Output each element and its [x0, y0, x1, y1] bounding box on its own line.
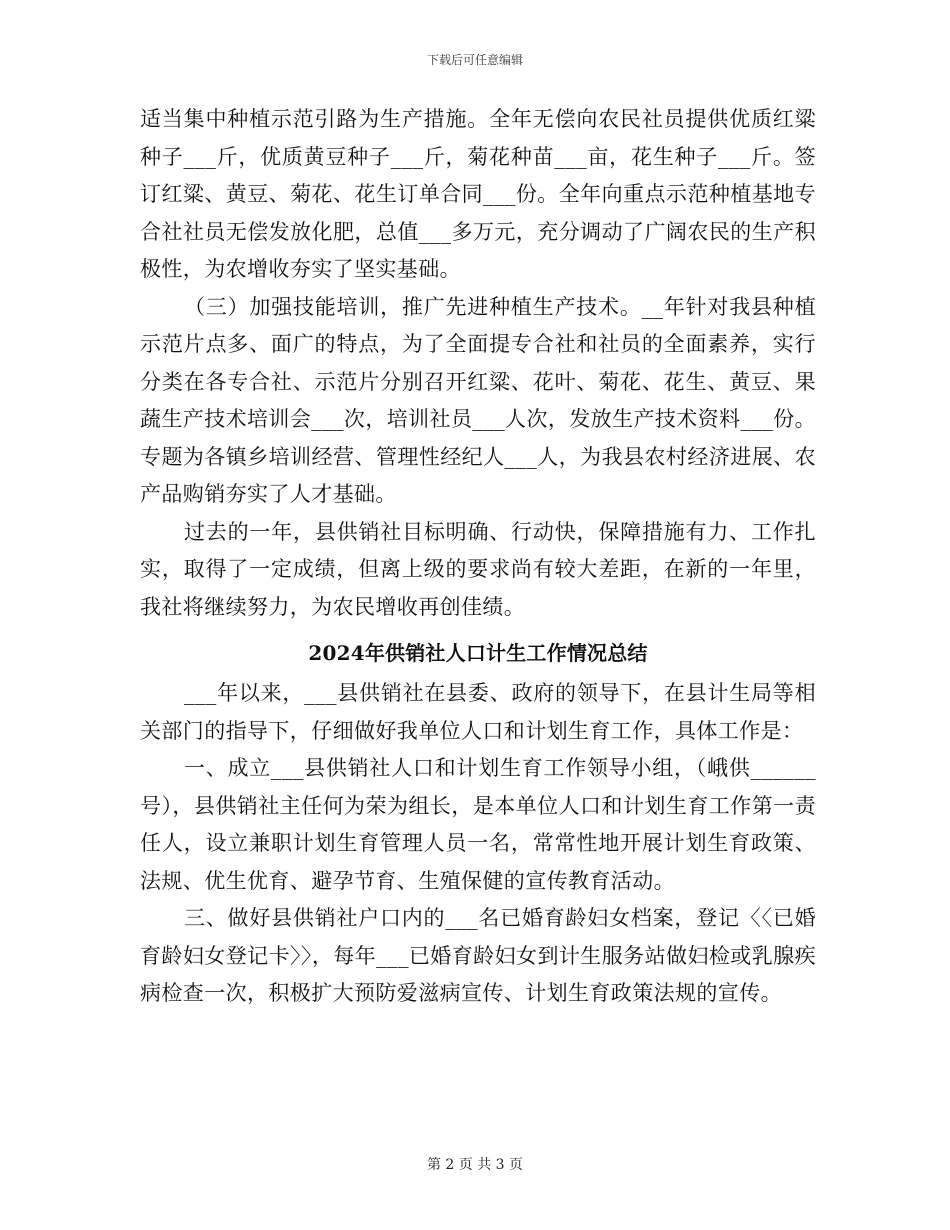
page-footer: 第 2 页 共 3 页 — [426, 1157, 524, 1173]
paragraph-planting-measures: 适当集中种植示范引路为生产措施。全年无偿向农民社员提供优质红粱种子___斤，优质黄豆种子___斤，菊花种苗___亩，花生种子___斤。签订红粱、黄豆、菊花、花生订单合同___份。全年向重点示范种植基地专合社社员无偿发放化肥，总值___多万元，充分调动了广阔农民的生产积极性，为农增收夯实了坚实基础。 — [140, 107, 816, 281]
page-header: 下载后可任意编辑 — [426, 53, 523, 67]
paragraph-leading-group: 一、成立___县供销社人口和计划生育工作领导小组，（峨供______号），县供销社主任何为荣为组长，是本单位人口和计划生育工作第一责任人，设立兼职计划生育管理人员一名，常常性地开展计划生育政策、法规、优生优育、避孕节育、生殖保健的宣传教育活动。 — [140, 756, 816, 893]
paragraph-skills-training: （三）加强技能培训，推广先进种植生产技术。__年针对我县种植示范片点多、面广的特点，为了全面提专合社和社员的全面素养，实行分类在各专合社、示范片分别召开红粱、花叶、菊花、花生、黄豆、果蔬生产技术培训会___次，培训社员___人次，发放生产技术资料___份。专题为各镇乡培训经营、管理性经纪人___人，为我县农村经济进展、农产品购销夯实了人才基础。 — [140, 294, 816, 506]
document-body — [140, 101, 816, 1013]
paragraph-intro: ___年以来，___县供销社在县委、政府的领导下，在县计生局等相关部门的指导下，仔细做好我单位人口和计划生育工作，具体工作是： — [140, 681, 816, 743]
section-title: 2024年供销社人口计生工作情况总结 — [308, 641, 648, 665]
paragraph-year-summary: 过去的一年，县供销社目标明确、行动快，保障措施有力、工作扎实，取得了一定成绩，但离上级的要求尚有较大差距，在新的一年里，我社将继续努力，为农民增收再创佳绩。 — [140, 519, 816, 619]
paragraph-archives: 三、做好县供销社户口内的___名已婚育龄妇女档案，登记〈〈已婚育龄妇女登记卡〉〉，每年___已婚育龄妇女到计生服务站做妇检或乳腺疾病检查一次，积极扩大预防爱滋病宣传、计划生育政策法规的宣传。 — [140, 906, 816, 1005]
